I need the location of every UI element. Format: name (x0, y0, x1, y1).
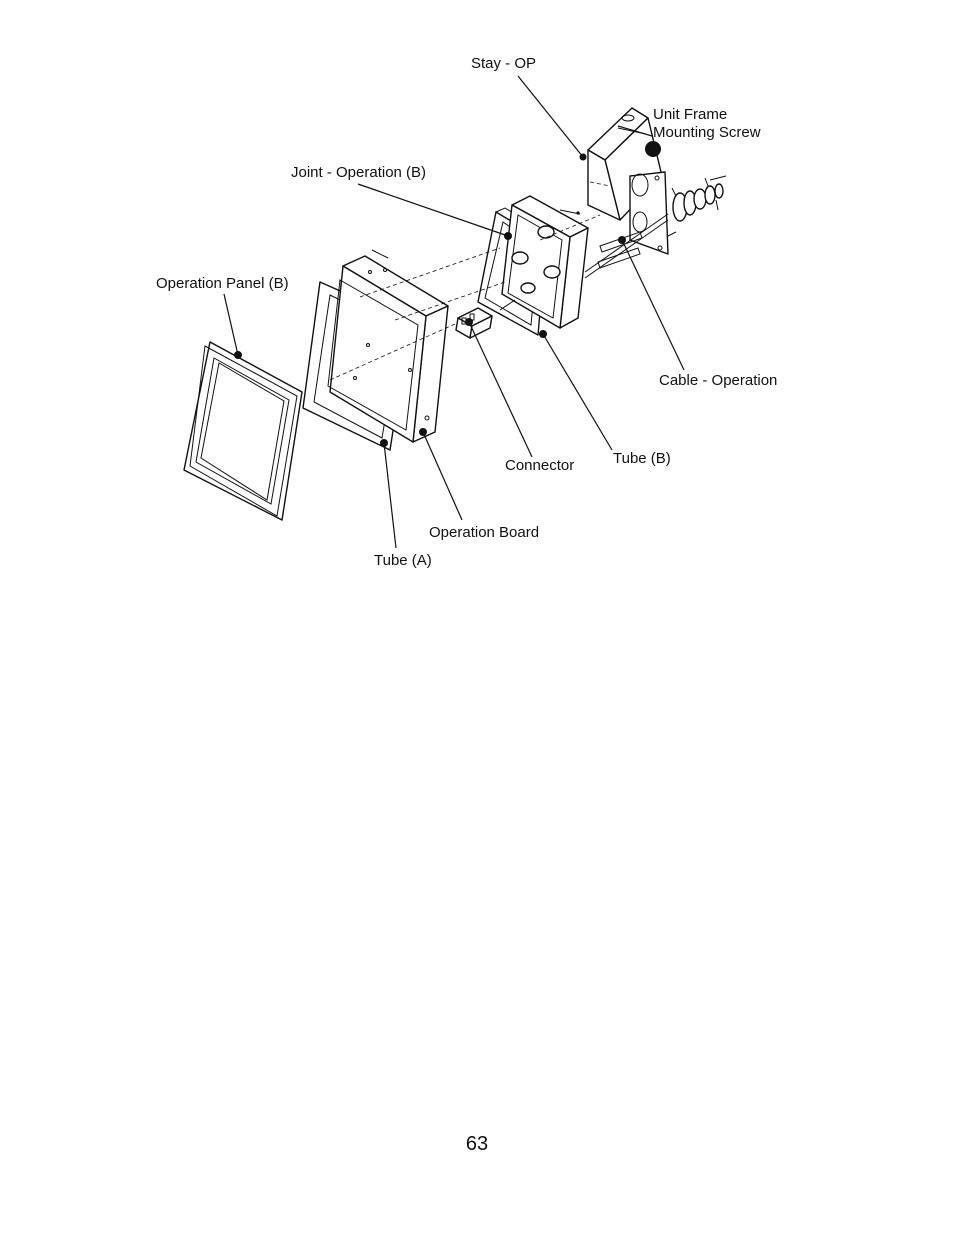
label-joint-operation-b: Joint - Operation (B) (291, 164, 427, 181)
label-cable-operation: Cable - Operation (659, 372, 778, 389)
label-tube-b: Tube (B) (613, 450, 671, 467)
label-tube-a: Tube (A) (374, 552, 432, 569)
operation-panel-b-part (184, 342, 302, 520)
label-unit-frame: Unit Frame (653, 106, 728, 123)
label-operation-panel-b: Operation Panel (B) (156, 275, 289, 292)
label-stay-op: Stay - OP (471, 55, 537, 72)
label-operation-board: Operation Board (429, 524, 540, 541)
label-mounting-screw: Mounting Screw (653, 124, 761, 141)
page-number: 63 (465, 1133, 489, 1155)
label-connector: Connector (505, 457, 575, 474)
